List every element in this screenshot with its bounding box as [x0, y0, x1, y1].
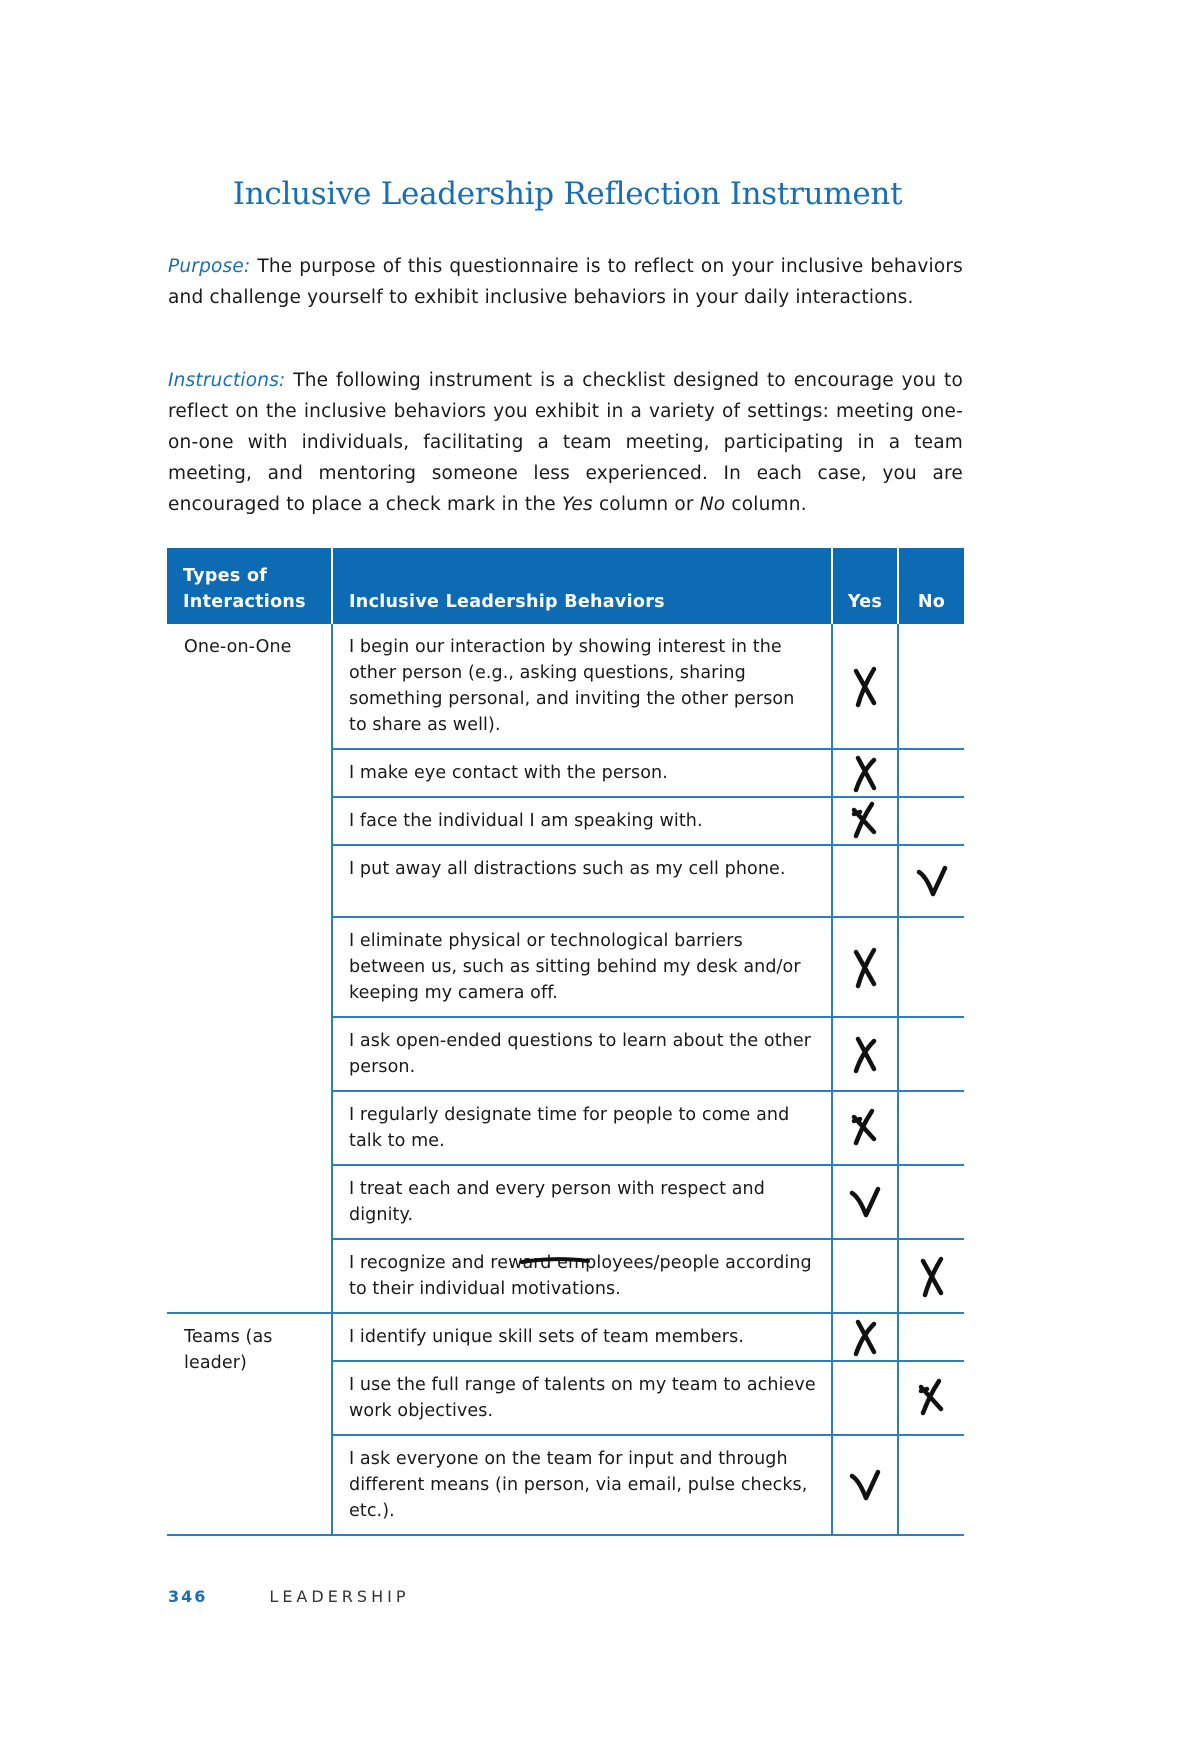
- no-checkbox-cell[interactable]: [898, 1017, 964, 1091]
- behavior-cell: I make eye contact with the person.: [332, 749, 832, 797]
- header-no: No: [898, 548, 964, 624]
- yes-checkbox-cell[interactable]: [832, 1239, 898, 1313]
- handwritten-check-mark: [848, 665, 882, 707]
- no-checkbox-cell[interactable]: [898, 1091, 964, 1165]
- table-header-row: [167, 548, 964, 624]
- interaction-type-cell: Teams (as leader): [167, 1313, 332, 1535]
- no-checkbox-cell[interactable]: [898, 1435, 964, 1535]
- yes-checkbox-cell[interactable]: [832, 1165, 898, 1239]
- handwritten-check-mark: [848, 1107, 882, 1149]
- behavior-cell: I treat each and every person with respect and dignity.: [332, 1165, 832, 1239]
- behavior-cell: I recognize and reward employees/people according to their individual motivations.: [332, 1239, 832, 1313]
- handwritten-check-mark: [848, 1316, 882, 1358]
- page-title: Inclusive Leadership Reflection Instrument: [232, 176, 903, 212]
- no-checkbox-cell[interactable]: [898, 1361, 964, 1435]
- behavior-cell: I use the full range of talents on my team to achieve work objectives.: [332, 1361, 832, 1435]
- yes-checkbox-cell[interactable]: [832, 1091, 898, 1165]
- yes-checkbox-cell[interactable]: [832, 1361, 898, 1435]
- behavior-cell: I begin our interaction by showing interest in the other person (e.g., asking questions, sharing something personal, and inviting the other person to share as well).: [332, 624, 832, 749]
- behavior-cell: I regularly designate time for people to come and talk to me.: [332, 1091, 832, 1165]
- handwritten-check-mark: [848, 946, 882, 988]
- behavior-cell: I eliminate physical or technological barriers between us, such as sitting behind my desk and/or keeping my camera off.: [332, 917, 832, 1017]
- header-yes: Yes: [832, 548, 898, 624]
- no-checkbox-cell[interactable]: [898, 797, 964, 845]
- behavior-cell: I put away all distractions such as my cell phone.: [332, 845, 832, 917]
- instructions-label: Instructions:: [168, 370, 286, 391]
- page-number: 346: [168, 1587, 208, 1606]
- behavior-cell: I ask open-ended questions to learn about the other person.: [332, 1017, 832, 1091]
- behavior-cell: I identify unique skill sets of team members.: [332, 1313, 832, 1361]
- table-row: [167, 624, 964, 749]
- handwritten-check-mark: [848, 1181, 882, 1223]
- instructions-paragraph: [168, 365, 963, 520]
- no-checkbox-cell[interactable]: [898, 624, 964, 749]
- no-checkbox-cell[interactable]: [898, 1313, 964, 1361]
- purpose-text: The purpose of this questionnaire is to reflect on your inclusive behaviors and challenge yourself to exhibit inclusive behaviors in your daily interactions.: [168, 256, 963, 308]
- table-body: [167, 624, 964, 1535]
- handwritten-check-mark: [848, 1464, 882, 1506]
- handwritten-check-mark: [915, 860, 949, 902]
- purpose-label: Purpose:: [168, 256, 251, 277]
- handwritten-check-mark: [848, 1033, 882, 1075]
- instructions-text-between: column or: [598, 494, 694, 515]
- interaction-type-cell: One-on-One: [167, 624, 332, 1313]
- handwritten-strike-mark: [520, 1254, 590, 1268]
- purpose-paragraph: [168, 251, 963, 313]
- instructions-yes-word: Yes: [561, 494, 593, 515]
- yes-checkbox-cell[interactable]: [832, 845, 898, 917]
- no-checkbox-cell[interactable]: [898, 749, 964, 797]
- instructions-text: The following instrument is a checklist designed to encourage you to reflect on the inclusive behaviors you exhibit in a variety of settings: meeting one-on-one with individuals, facilitating a team meeting, participating in a team meeting, and mentoring someone less experienced. In each case, you are encouraged to place a check mark in the: [168, 370, 963, 515]
- table-row: [167, 1313, 964, 1361]
- handwritten-check-mark: [848, 752, 882, 794]
- yes-checkbox-cell[interactable]: [832, 1313, 898, 1361]
- checklist-table: [167, 548, 964, 1536]
- yes-checkbox-cell[interactable]: [832, 1017, 898, 1091]
- yes-checkbox-cell[interactable]: [832, 624, 898, 749]
- no-checkbox-cell[interactable]: [898, 1239, 964, 1313]
- yes-checkbox-cell[interactable]: [832, 749, 898, 797]
- yes-checkbox-cell[interactable]: [832, 917, 898, 1017]
- page-footer: [168, 1587, 409, 1606]
- header-types: Types of Interactions: [167, 548, 332, 624]
- handwritten-check-mark: [848, 800, 882, 842]
- handwritten-check-mark: [915, 1377, 949, 1419]
- no-checkbox-cell[interactable]: [898, 1165, 964, 1239]
- handwritten-check-mark: [915, 1255, 949, 1297]
- no-checkbox-cell[interactable]: [898, 917, 964, 1017]
- yes-checkbox-cell[interactable]: [832, 797, 898, 845]
- section-name: LEADERSHIP: [269, 1587, 410, 1606]
- instructions-text-after: column.: [731, 494, 807, 515]
- header-behaviors: Inclusive Leadership Behaviors: [332, 548, 832, 624]
- instructions-no-word: No: [699, 494, 726, 515]
- behavior-cell: I face the individual I am speaking with.: [332, 797, 832, 845]
- behavior-cell: I ask everyone on the team for input and through different means (in person, via email, pulse checks, etc.).: [332, 1435, 832, 1535]
- no-checkbox-cell[interactable]: [898, 845, 964, 917]
- yes-checkbox-cell[interactable]: [832, 1435, 898, 1535]
